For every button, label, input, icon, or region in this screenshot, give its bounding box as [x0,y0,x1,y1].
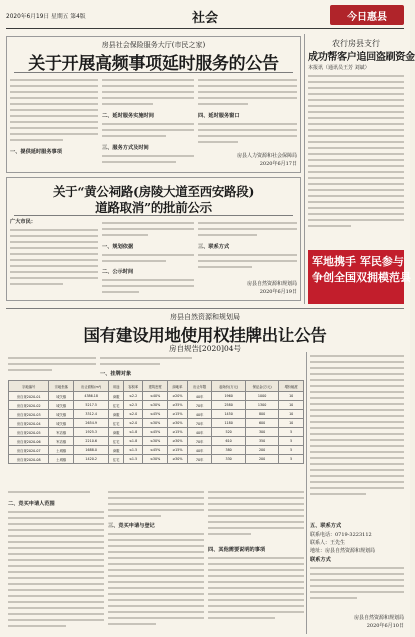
table-row [9,446,304,455]
table-cell: 城关镇 [49,419,74,428]
table-cell: 5217.5 [74,401,109,410]
table-header-row [9,381,304,392]
table-cell: 商服 [109,392,124,401]
table-cell: 房自规2020-01 [9,392,49,401]
table-cell: ≤2.2 [123,392,143,401]
table-cell: 200 [245,455,278,464]
article1-body-col3 [198,76,297,112]
article4-sign-date: 2020年6月10日 [366,623,404,629]
table-cell: ≥30% [168,455,188,464]
article3-headline-line2: 道路取消”的批前公示 [95,200,212,215]
table-cell: 70年 [187,437,212,446]
table-cell: 住宅 [109,455,124,464]
article4-body-col1 [8,508,104,634]
table-cell: 城关镇 [49,410,74,419]
land-parcel-table [8,380,304,464]
table-cell: 房自规2020-07 [9,446,49,455]
table-cell: 40年 [187,410,212,419]
table-cell: 住宅 [109,419,124,428]
article4-body-col2 [108,488,204,522]
article1-body-col2b [102,120,194,142]
article2-kicker: 农行房县支行 [332,39,380,48]
article1-headline: 关于开展高频事项延时服务的公告 [28,54,279,74]
table-cell: 商服 [109,428,124,437]
table-cell: 1300 [245,401,278,410]
article1-subhead-window: 四、延时服务窗口 [198,113,240,119]
table-cell: ≤1.8 [123,428,143,437]
article4-body-col3 [208,488,304,544]
table-row [9,437,304,446]
article4-subhead-requirements: 二、竞买申请人范围 [8,501,55,507]
table-cell: 40年 [187,392,212,401]
table-cell: ≥15% [168,446,188,455]
contact-item: 联系人：王先生 [310,540,346,546]
table-cell: 5 [279,455,304,464]
table-cell: 3312.4 [74,410,109,419]
table-cell: ≤2.0 [123,410,143,419]
article3-body-col2 [102,219,194,243]
table-cell: ≤30% [143,437,168,446]
article1-subhead-schedule: 二、延时服务实施时间 [102,113,154,119]
table-row [9,392,304,401]
table-cell: ≤1.5 [123,446,143,455]
table-cell: 10 [279,419,304,428]
table-cell: 10 [279,410,304,419]
table-cell: 城关镇 [49,392,74,401]
table-row [9,428,304,437]
column-header: 宗地坐落 [49,381,74,392]
banner-line2: 争创全国双拥模范县 [312,271,411,284]
article3-subhead-scope: 二、公示时间 [102,269,134,275]
table-cell: 1925.3 [74,428,109,437]
column-divider [306,352,307,634]
table-cell: 1180 [212,419,245,428]
page-header [6,3,404,29]
table-row [9,419,304,428]
banner-line1: 军地携手 军民参与 [312,255,404,268]
table-row [9,410,304,419]
article1-subhead-services: 一、提供延时服务事项 [10,149,62,155]
column-header: 建筑密度 [143,381,168,392]
table-cell: 380 [212,446,245,455]
table-cell: 600 [245,419,278,428]
divider [14,215,293,216]
table-cell: 1450 [212,410,245,419]
table-cell: ≥15% [168,410,188,419]
table-cell: ≥30% [168,419,188,428]
table-cell: 40年 [187,428,212,437]
table-cell: 4386.18 [74,392,109,401]
table-cell: ≤45% [143,428,168,437]
table-cell: 10 [279,392,304,401]
masthead-logo: 今日惠县 [330,5,404,25]
article4-kicker: 房县自然资源和规划局 [170,313,240,321]
table-cell: 350 [245,437,278,446]
table-cell: ≤40% [143,392,168,401]
table-cell: 2210.6 [74,437,109,446]
article4-body-a [8,488,104,500]
article2-byline: 本报讯（通讯员王芳 刘斌） [308,65,370,71]
table-cell: ≤45% [143,446,168,455]
table-cell: 1960 [212,392,245,401]
section-divider [6,308,404,309]
article4-subhead-parcel: 一、挂牌对象 [100,371,132,377]
article1-subhead-contact: 三、服务方式及时间 [102,145,149,151]
table-cell: 40年 [187,446,212,455]
article3-body-col3b [198,251,297,275]
table-cell: 商服 [109,410,124,419]
table-cell: ≤2.5 [123,401,143,410]
table-cell: 70年 [187,419,212,428]
table-cell: 军店镇 [49,437,74,446]
article3-body-col2b [102,251,194,267]
table-cell: 2580 [212,401,245,410]
table-cell: 房自规2020-04 [9,419,49,428]
contact-item: 联系电话：0719-3223112 [310,532,372,538]
table-cell: 1688.0 [74,446,109,455]
article3-lead: 广大市民： [10,219,36,225]
table-cell: 房自规2020-06 [9,437,49,446]
article4-doc-number: 房自规告[2020]04号 [169,344,241,353]
table-cell: ≤30% [143,455,168,464]
table-row [9,401,304,410]
article4-body-col4b [310,564,404,612]
table-cell: 军店镇 [49,428,74,437]
table-cell: 1000 [245,392,278,401]
article2-headline: 成功帮客户追回盗刷资金 [308,52,415,63]
column-divider [304,34,305,304]
table-cell: 房自规2020-08 [9,455,49,464]
article1-body-col2c [102,152,194,168]
table-cell: ≤30% [143,419,168,428]
table-cell: ≥30% [168,437,188,446]
table-cell: 房自规2020-05 [9,428,49,437]
article4-subhead-method: 三、竞买申请与登记 [108,523,155,529]
table-cell: 70年 [187,401,212,410]
table-cell: 土城镇 [49,455,74,464]
table-cell: 5 [279,446,304,455]
column-header: 出让年限 [187,381,212,392]
table-cell: ≥20% [168,392,188,401]
table-cell: ≥15% [168,428,188,437]
article4-body-col4 [310,352,404,520]
article3-headline-line1: 关于“黄公祠路(房陵大道至西安路段) [52,184,255,199]
contact-label: 联系方式 [310,557,331,563]
column-header: 增价幅度 [279,381,304,392]
article1-sign-date: 2020年6月17日 [259,161,297,167]
table-cell: 房自规2020-03 [9,410,49,419]
article3-subhead-reply: 三、联系方式 [198,244,230,250]
table-cell: 520 [212,428,245,437]
military-civilian-banner [308,250,411,304]
table-cell: 2654.9 [74,419,109,428]
table-cell: ≤45% [143,410,168,419]
issue-meta: 2020年6月19日 星期五 第4版 [6,14,86,20]
article1-sign-org: 房县人力资源和社会保障局 [236,153,297,159]
section-title: 社会 [192,11,219,26]
article4-contact-unit: 房县自然资源和规划局 [353,615,404,621]
article4-headline: 国有建设用地使用权挂牌出让公告 [83,326,327,345]
table-body [9,392,304,464]
divider [14,72,293,73]
article1-body-col1 [10,76,98,154]
table-cell: 800 [245,410,278,419]
table-row [9,455,304,464]
table-cell: 70年 [187,455,212,464]
table-cell: 商服 [109,446,124,455]
table-cell: 房自规2020-02 [9,401,49,410]
table-cell: 200 [245,446,278,455]
article3-body-col2c [102,276,194,296]
table-cell: 住宅 [109,401,124,410]
table-cell: 300 [245,428,278,437]
table-cell: 1420.2 [74,455,109,464]
column-header: 宗地编号 [9,381,49,392]
column-header: 保证金(万元) [245,381,278,392]
table-cell: 土城镇 [49,446,74,455]
article2-body [308,72,404,247]
column-header: 绿地率 [168,381,188,392]
article4-subhead-rules: 四、其他需要说明的事项 [208,547,266,553]
article4-intro-col1 [8,354,96,376]
article1-body-col3b [198,120,297,148]
article3-sign-org: 房县自然资源和规划局 [246,281,297,287]
article4-subhead-contact: 五、联系方式 [310,523,342,529]
table-cell: ≤30% [143,401,168,410]
article1-kicker: 房县社会保险服务大厅(市民之家) [101,41,206,49]
table-cell: 5 [279,437,304,446]
contact-item: 地址：房县自然资源和规划局 [310,548,376,554]
article3-body-col3 [198,219,297,243]
column-header: 用途 [109,381,124,392]
table-cell: 330 [212,455,245,464]
table-cell: 城关镇 [49,401,74,410]
column-header: 起始价(万元) [212,381,245,392]
table-cell: ≤2.0 [123,419,143,428]
article3-body-col1 [10,226,98,296]
table-cell: ≤1.5 [123,455,143,464]
table-cell: 610 [212,437,245,446]
table-cell: 5 [279,428,304,437]
column-header: 出让面积(m²) [74,381,109,392]
article4-body-col3b [208,554,304,634]
table-cell: ≥35% [168,401,188,410]
article4-intro-col2 [100,354,192,370]
table-cell: 住宅 [109,437,124,446]
table-cell: 10 [279,401,304,410]
column-header: 容积率 [123,381,143,392]
article3-sign-date: 2020年6月19日 [259,289,297,295]
article4-body-col2b [108,530,204,634]
table-cell: ≤1.8 [123,437,143,446]
article3-subhead-planning: 一、规划依据 [102,244,134,250]
article1-body-col2 [102,76,194,112]
